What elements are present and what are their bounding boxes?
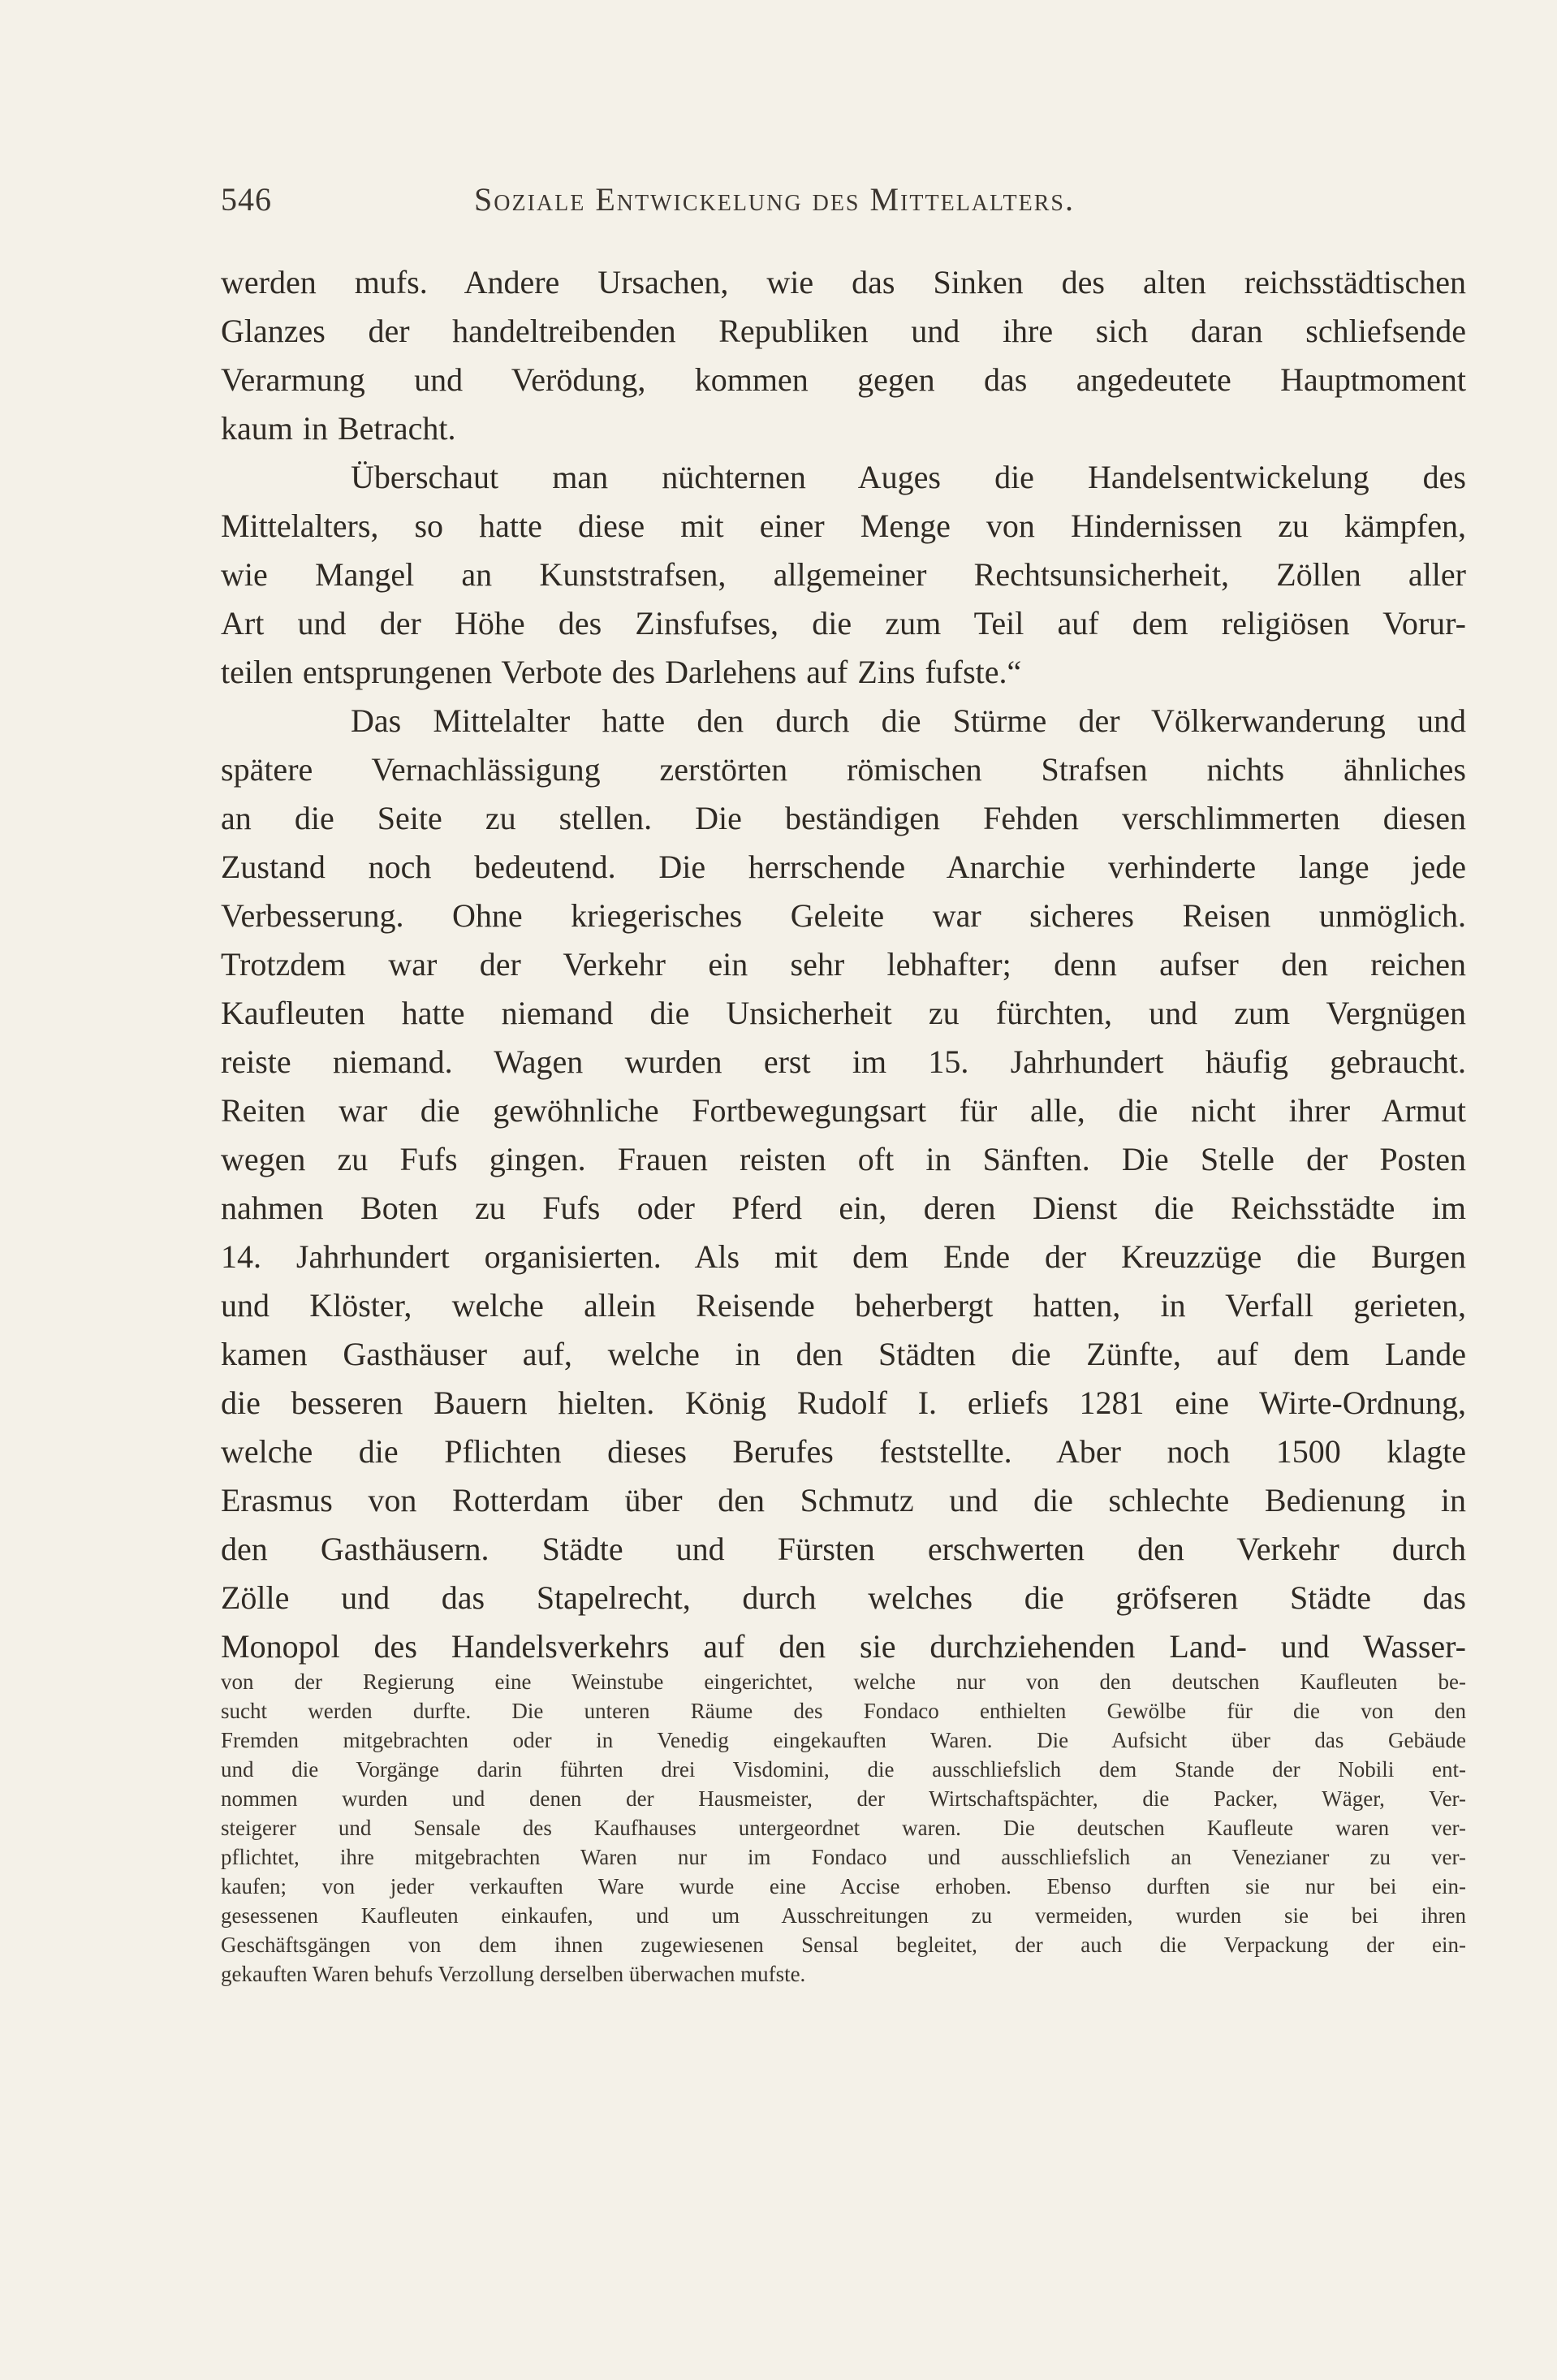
footnote-line: von der Regierung eine Weinstube eingerichtet, welche nur von den deutschen Kaufleuten be-: [221, 1669, 1466, 1694]
body-line: Zustand noch bedeutend. Die herrschende Anarchie verhinderte lange jede: [221, 849, 1466, 885]
body-line: wie Mangel an Kunststrafsen, allgemeiner Rechtsunsicherheit, Zöllen aller: [221, 556, 1466, 593]
body-line: Erasmus von Rotterdam über den Schmutz und die schlechte Bedienung in: [221, 1482, 1466, 1518]
footnote-line: sucht werden durfte. Die unteren Räume des Fondaco enthielten Gewölbe für die von den: [221, 1699, 1466, 1723]
body-line: kaum in Betracht.: [221, 410, 456, 447]
body-line: an die Seite zu stellen. Die beständigen Fehden verschlimmerten diesen: [221, 800, 1466, 836]
footnote-line: steigerer und Sensale des Kaufhauses untergeordnet waren. Die deutschen Kaufleute waren ver-: [221, 1816, 1466, 1840]
body-line: Reiten war die gewöhnliche Fortbewegungsart für alle, die nicht ihrer Armut: [221, 1092, 1466, 1129]
body-line: reiste niemand. Wagen wurden erst im 15. Jahrhundert häufig gebraucht.: [221, 1043, 1466, 1080]
body-line: teilen entsprungenen Verbote des Darlehens auf Zins fufste.“: [221, 654, 1022, 690]
body-line: Kaufleuten hatte niemand die Unsicherheit zu fürchten, und zum Vergnügen: [221, 995, 1466, 1031]
body-line: Verbesserung. Ohne kriegerisches Geleite war sicheres Reisen unmöglich.: [221, 897, 1466, 934]
body-line: Glanzes der handeltreibenden Republiken und ihre sich daran schliefsende: [221, 313, 1466, 349]
body-line: den Gasthäusern. Städte und Fürsten erschwerten den Verkehr durch: [221, 1531, 1466, 1567]
footnote-line: und die Vorgänge darin führten drei Visdomini, die ausschliefslich dem Stande der Nobili ent-: [221, 1757, 1466, 1782]
body-line: Überschaut man nüchternen Auges die Handelsentwickelung des: [351, 459, 1466, 495]
page-header: [221, 180, 1236, 229]
footnote-line: gekauften Waren behufs Verzollung derselben überwachen mufste.: [221, 1962, 806, 1986]
page-number: 546: [221, 181, 272, 218]
body-line: Zölle und das Stapelrecht, durch welches die gröfseren Städte das: [221, 1579, 1466, 1616]
footnote-line: kaufen; von jeder verkauften Ware wurde eine Accise erhoben. Ebenso durften sie nur bei ein-: [221, 1874, 1466, 1898]
footnote-line: gesessenen Kaufleuten einkaufen, und um Ausschreitungen zu vermeiden, wurden sie bei ihren: [221, 1903, 1466, 1928]
body-line: wegen zu Fufs gingen. Frauen reisten oft in Sänften. Die Stelle der Posten: [221, 1141, 1466, 1177]
footnotes: [221, 1667, 1466, 1989]
body-line: werden mufs. Andere Ursachen, wie das Sinken des alten reichsstädtischen: [221, 264, 1466, 300]
body-line: welche die Pflichten dieses Berufes feststellte. Aber noch 1500 klagte: [221, 1433, 1466, 1470]
footnote-line: Geschäftsgängen von dem ihnen zugewiesenen Sensal begleitet, der auch die Verpackung der ein-: [221, 1933, 1466, 1957]
body-line: nahmen Boten zu Fufs oder Pferd ein, deren Dienst die Reichsstädte im: [221, 1190, 1466, 1226]
body-text: [221, 258, 1466, 1671]
body-line: die besseren Bauern hielten. König Rudolf I. erliefs 1281 eine Wirte-Ordnung,: [221, 1384, 1466, 1421]
body-line: Trotzdem war der Verkehr ein sehr lebhafter; denn aufser den reichen: [221, 946, 1466, 983]
body-line: Verarmung und Verödung, kommen gegen das angedeutete Hauptmoment: [221, 361, 1466, 398]
body-line: spätere Vernachlässigung zerstörten römischen Strafsen nichts ähnliches: [221, 751, 1466, 788]
body-line: kamen Gasthäuser auf, welche in den Städten die Zünfte, auf dem Lande: [221, 1336, 1466, 1372]
body-line: 14. Jahrhundert organisierten. Als mit dem Ende der Kreuzzüge die Burgen: [221, 1238, 1466, 1275]
footnote-line: Fremden mitgebrachten oder in Venedig eingekauften Waren. Die Aufsicht über das Gebäude: [221, 1728, 1466, 1752]
footnote-line: pflichtet, ihre mitgebrachten Waren nur im Fondaco und ausschliefslich an Venezianer zu ver-: [221, 1845, 1466, 1869]
body-line: Monopol des Handelsverkehrs auf den sie durchziehenden Land- und Wasser-: [221, 1628, 1466, 1665]
body-line: Art und der Höhe des Zinsfufses, die zum Teil auf dem religiösen Vorur-: [221, 605, 1466, 641]
running-title: Soziale Entwickelung des Mittelalters.: [474, 181, 1076, 218]
footnote-line: nommen wurden und denen der Hausmeister, der Wirtschaftspächter, die Packer, Wäger, Ver-: [221, 1786, 1466, 1811]
body-line: Das Mittelalter hatte den durch die Stürme der Völkerwanderung und: [351, 702, 1466, 739]
body-line: und Klöster, welche allein Reisende beherbergt hatten, in Verfall gerieten,: [221, 1287, 1466, 1324]
body-line: Mittelalters, so hatte diese mit einer Menge von Hindernissen zu kämpfen,: [221, 508, 1466, 544]
